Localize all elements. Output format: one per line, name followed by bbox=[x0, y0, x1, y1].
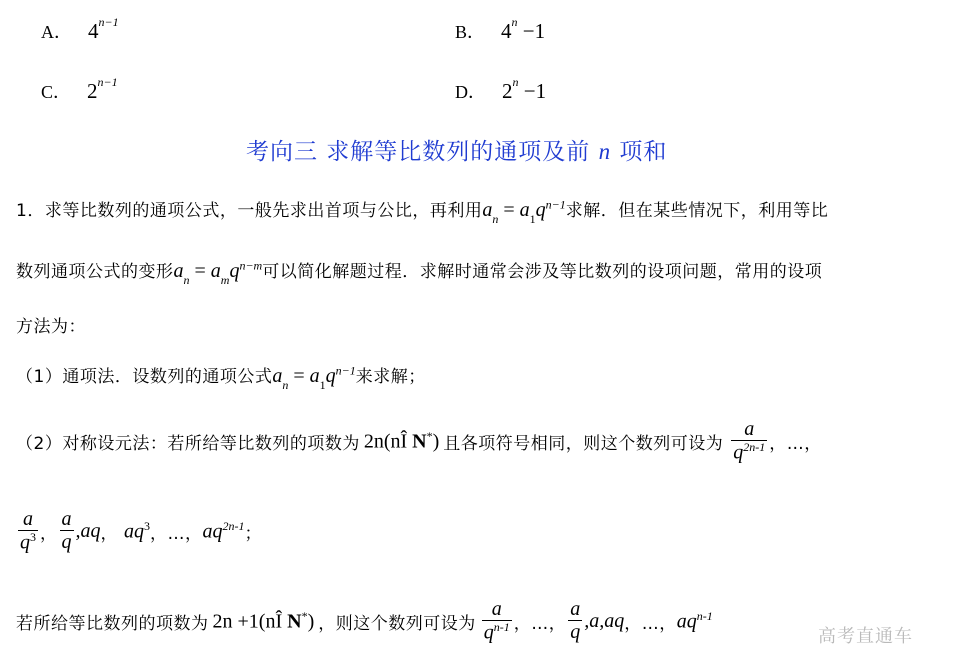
choice-b-expr bbox=[501, 15, 546, 43]
item3-text-4: ，…， bbox=[624, 613, 677, 634]
choice-c-label: C． bbox=[41, 82, 72, 102]
choice-b-exp: n bbox=[511, 15, 518, 29]
term-aq-n-1: $aq^{n-1}$ bbox=[676, 609, 713, 633]
term-aq: ,aq bbox=[75, 519, 101, 542]
choice-a-label: A． bbox=[41, 22, 72, 42]
choice-c bbox=[41, 75, 118, 104]
para1-text-5: 方法为： bbox=[16, 317, 86, 337]
watermark: 高考直通车 bbox=[818, 626, 913, 647]
item2-text-2: 且各项符号相同，则这个数列可设为 bbox=[443, 433, 724, 454]
item2-text-1: （2）对称设元法：若所给等比数列的项数为 bbox=[16, 433, 360, 454]
item2-line1 bbox=[16, 418, 822, 465]
fraction-a-over-q: $\frac{a}{q}$ bbox=[61, 508, 72, 554]
para1-text-4: 可以简化解题过程．求解时通常会涉及等比数列的设项问题，常用的设项 bbox=[262, 262, 823, 282]
choice-d-label: D． bbox=[455, 82, 486, 102]
choice-b-base: 4 bbox=[501, 19, 512, 43]
formula-item1: $a_n = a_1q^{n-1}$ bbox=[272, 363, 356, 392]
item3-text-1: 若所给等比数列的项数为 bbox=[16, 613, 209, 634]
item1-line bbox=[16, 362, 426, 391]
item3-text-2: ，则这个数列可设为 bbox=[318, 613, 476, 634]
fraction-a-over-q-2n-1: $\frac{a}{q^{2n-1}}$ bbox=[733, 418, 766, 464]
choice-a-expr bbox=[88, 15, 119, 43]
term-aq-2n-1: $aq^{2n-1}$ bbox=[202, 519, 245, 543]
fraction-a-over-q-n-1: $\frac{a}{q^{n-1}}$ bbox=[483, 598, 510, 644]
choice-b bbox=[455, 15, 546, 44]
para1-line2 bbox=[16, 257, 822, 286]
choice-b-label: B． bbox=[455, 22, 486, 42]
item2-text-6: ，…， bbox=[150, 523, 203, 544]
formula-even-count: 2n(nÎ N*) bbox=[363, 429, 440, 453]
para1-line3 bbox=[16, 312, 86, 337]
term-aq3: $aq^3$ bbox=[124, 519, 150, 543]
para1-text-3: 数列通项公式的变形 bbox=[16, 262, 174, 282]
section-heading bbox=[246, 133, 667, 166]
item1-text-2: 来求解； bbox=[355, 367, 426, 387]
item2-text-5: ， bbox=[100, 523, 118, 544]
para1-text-1: 1．求等比数列的通项公式，一般先求出首项与公比，再利用 bbox=[16, 201, 483, 221]
fraction-a-over-q3: $\frac{a}{q^3}$ bbox=[20, 508, 36, 554]
heading-var-n: n bbox=[598, 139, 612, 164]
formula-general-term: $a_n = a_1q^{n-1}$ bbox=[482, 197, 566, 226]
formula-odd-count: 2n +1(nÎ N*) bbox=[212, 609, 315, 633]
choice-a bbox=[41, 15, 119, 44]
choice-c-exp: n−1 bbox=[97, 75, 118, 89]
term-a-aq: ,a,aq bbox=[584, 609, 625, 632]
choice-d-expr bbox=[502, 75, 547, 103]
heading-text-2: 项和 bbox=[611, 139, 668, 165]
item3-text-3: ，…， bbox=[513, 613, 567, 634]
item2-text-4: ， bbox=[40, 523, 58, 544]
item2-line2 bbox=[16, 508, 262, 555]
fraction-a-over-q-odd: $\frac{a}{q}$ bbox=[570, 598, 581, 644]
choice-a-exp: n−1 bbox=[98, 15, 119, 29]
choice-a-base: 4 bbox=[88, 19, 99, 43]
item2-text-7: ； bbox=[244, 523, 262, 544]
heading-text-1: 考向三 求解等比数列的通项及前 bbox=[246, 139, 599, 165]
choice-d-base: 2 bbox=[502, 79, 513, 103]
item3-line bbox=[16, 598, 713, 645]
para1-text-2: 求解．但在某些情况下，利用等比 bbox=[565, 201, 829, 221]
choice-c-base: 2 bbox=[87, 79, 98, 103]
formula-variant: $a_n = a_mq^{n-m}$ bbox=[173, 258, 263, 287]
choice-d-exp: n bbox=[512, 75, 519, 89]
para1-line1 bbox=[16, 196, 828, 225]
choice-d bbox=[455, 75, 547, 104]
choice-c-expr bbox=[87, 75, 118, 103]
choice-d-tail: −1 bbox=[518, 79, 547, 103]
item1-text-1: （1）通项法．设数列的通项公式 bbox=[16, 367, 273, 387]
choice-b-tail: −1 bbox=[517, 19, 546, 43]
item2-text-3: ，…， bbox=[769, 433, 822, 454]
